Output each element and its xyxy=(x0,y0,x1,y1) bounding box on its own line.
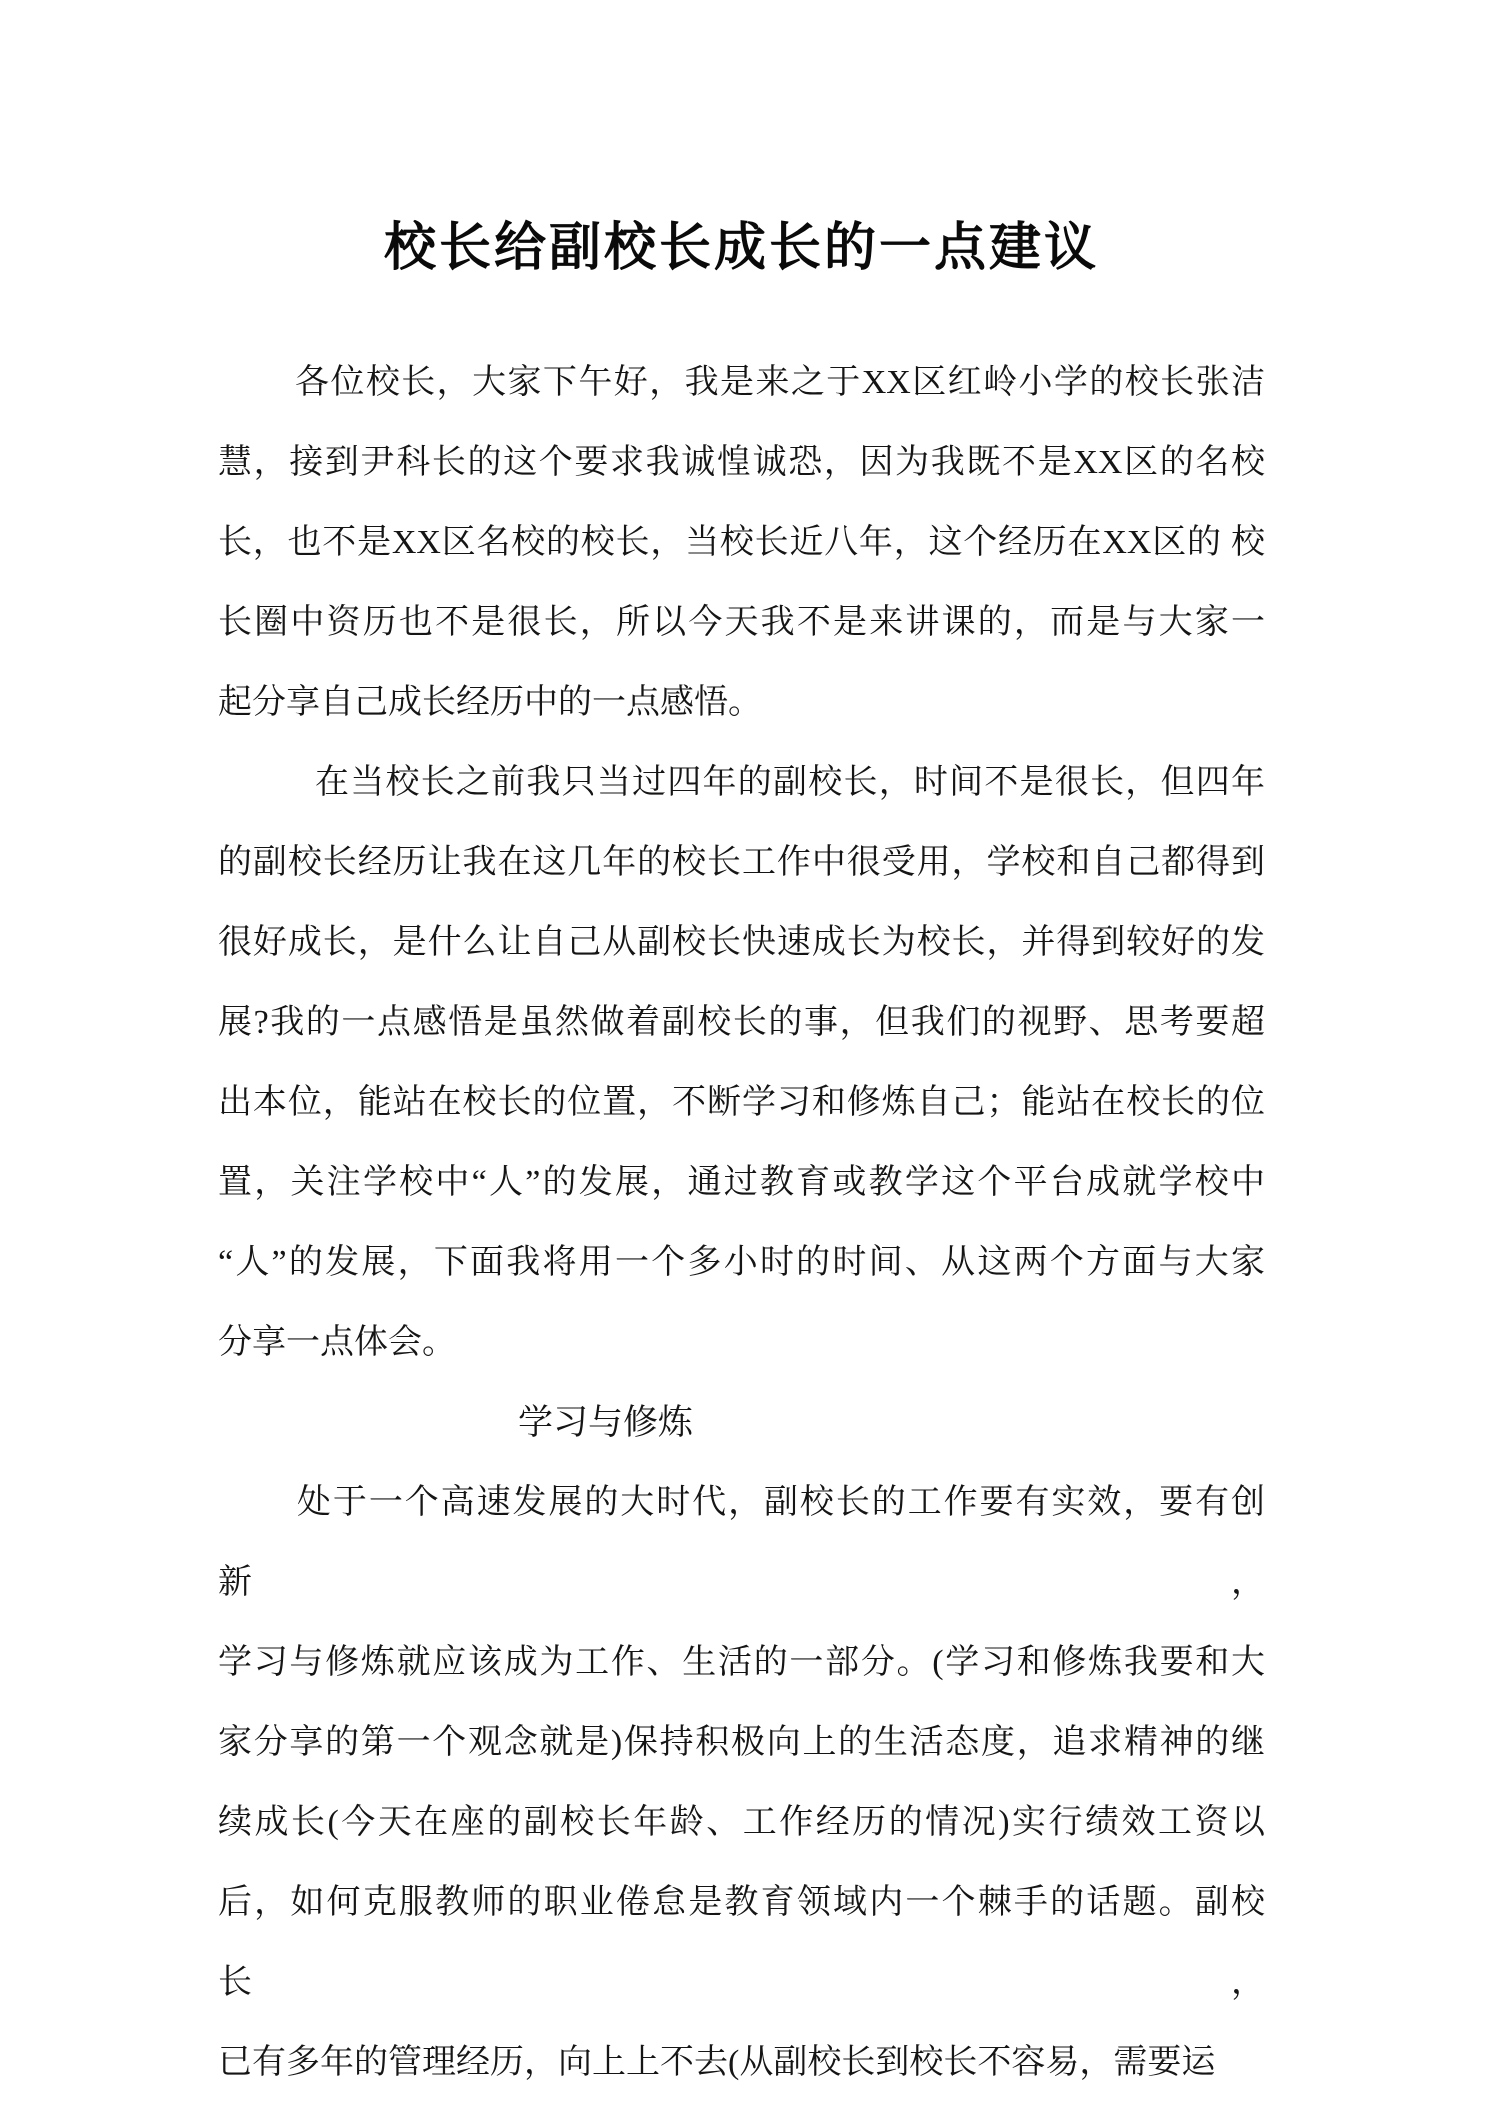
text-line: 在当校长之前我只当过四年的副校长，时间不是很长，但四年 xyxy=(315,763,1265,801)
text-line: 续成长(今天在座的副校长年龄、工作经历的情况)实行绩效工资以 xyxy=(218,1803,1265,1841)
text-line: 很好成长，是什么让自己从副校长快速成长为校长，并得到较好的发 xyxy=(218,923,1265,961)
paragraph-learning xyxy=(218,1463,1265,2103)
text-line: 后，如何克服教师的职业倦怠是教育领域内一个棘手的话题。副校长， xyxy=(218,1883,1265,2001)
text-line: 起分享自己成长经历中的一点感悟。 xyxy=(218,683,762,721)
paragraph-intro xyxy=(218,343,1265,743)
text-line: 学习与修炼就应该成为工作、生活的一部分。(学习和修炼我要和大 xyxy=(218,1643,1265,1681)
text-line: 长圈中资历也不是很长，所以今天我不是来讲课的，而是与大家一 xyxy=(218,603,1265,641)
text-line: 已有多年的管理经历，向上上不去(从副校长到校长不容易，需要运 xyxy=(218,2043,1216,2081)
text-line: 展?我的一点感悟是虽然做着副校长的事，但我们的视野、思考要超 xyxy=(218,1003,1265,1041)
text-line: 家分享的第一个观念就是)保持积极向上的生活态度，追求精神的继 xyxy=(218,1723,1265,1761)
page-title: 校长给副校长成长的一点建议 xyxy=(383,219,1099,277)
section-heading: 学习与修炼 xyxy=(518,1402,694,1442)
text-line: 各位校长，大家下午好，我是来之于XX区红岭小学的校长张洁 xyxy=(295,363,1265,401)
text-line: 的副校长经历让我在这几年的校长工作中很受用，学校和自己都得到 xyxy=(218,843,1265,881)
document-body xyxy=(218,343,1265,2103)
text-line: 出本位，能站在校长的位置，不断学习和修炼自己；能站在校长的位 xyxy=(218,1083,1265,1121)
text-line: “人”的发展，下面我将用一个多小时的时间、从这两个方面与大家 xyxy=(218,1243,1265,1281)
text-line: 置，关注学校中“人”的发展，通过教育或教学这个平台成就学校中 xyxy=(218,1163,1265,1201)
paragraph-experience xyxy=(218,743,1265,1383)
text-line: 长，也不是XX区名校的校长，当校长近八年，这个经历在XX区的 校 xyxy=(218,523,1265,561)
text-line: 分享一点体会。 xyxy=(218,1323,456,1361)
text-line: 慧，接到尹科长的这个要求我诚惶诚恐，因为我既不是XX区的名校 xyxy=(218,443,1265,481)
text-line: 处于一个高速发展的大时代，副校长的工作要有实效，要有创新， xyxy=(218,1483,1265,1601)
